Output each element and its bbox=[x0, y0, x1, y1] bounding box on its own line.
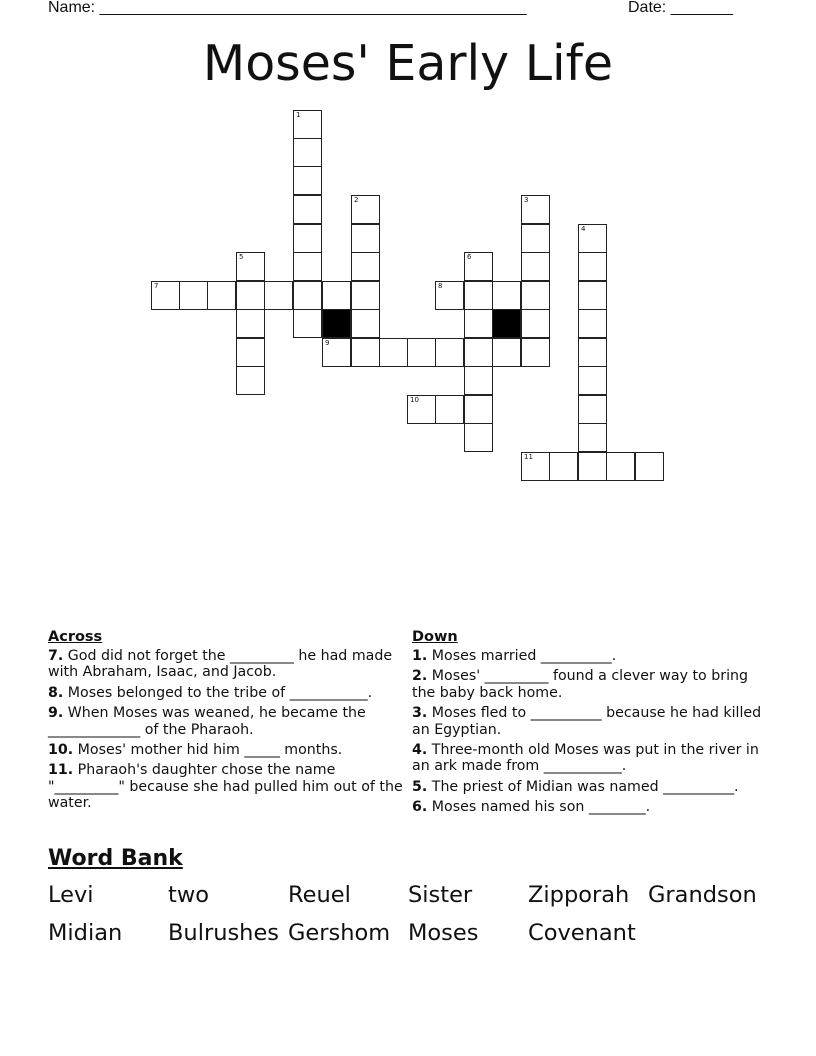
grid-cell[interactable] bbox=[578, 309, 607, 338]
clue-number-label: 2. bbox=[412, 668, 428, 685]
clue-text: Moses' mother hid him _____ months. bbox=[73, 742, 343, 759]
grid-cell[interactable] bbox=[578, 366, 607, 395]
grid-cell[interactable] bbox=[578, 252, 607, 281]
grid-cell[interactable] bbox=[236, 309, 265, 338]
down-clues bbox=[412, 628, 762, 820]
clue-number: 8 bbox=[438, 282, 443, 290]
clue-number-label: 10. bbox=[48, 742, 74, 759]
grid-cell[interactable] bbox=[521, 224, 550, 253]
page-title: Moses' Early Life bbox=[202, 35, 614, 92]
clue-number-label: 5. bbox=[412, 778, 428, 795]
clue bbox=[412, 799, 762, 815]
grid-cell[interactable] bbox=[407, 395, 436, 424]
down-clue-list bbox=[412, 648, 762, 816]
grid-cell[interactable] bbox=[464, 423, 493, 452]
grid-cell[interactable] bbox=[236, 281, 265, 310]
grid-cell[interactable] bbox=[293, 195, 322, 224]
grid-cell[interactable] bbox=[351, 224, 380, 253]
grid-cell[interactable] bbox=[351, 252, 380, 281]
word-bank-item: Sister bbox=[408, 882, 473, 908]
clue-text: Moses' _________ found a clever way to bring the baby back home. bbox=[412, 668, 749, 701]
grid-cell[interactable] bbox=[464, 395, 493, 424]
date-field-label: Date: _______ bbox=[628, 0, 733, 16]
clue bbox=[48, 685, 403, 701]
clue-number: 10 bbox=[410, 396, 419, 404]
across-clues bbox=[48, 628, 403, 816]
grid-cell[interactable] bbox=[464, 338, 493, 367]
grid-cell[interactable] bbox=[521, 281, 550, 310]
grid-cell[interactable] bbox=[351, 195, 380, 224]
name-field-label: Name: ________________________________________________ bbox=[48, 0, 527, 16]
clue-number: 6 bbox=[467, 253, 472, 261]
grid-cell[interactable] bbox=[521, 195, 550, 224]
clue-text: Moses named his son ________. bbox=[427, 799, 651, 816]
clue-number-label: 8. bbox=[48, 684, 64, 701]
clue-text: Moses fled to __________ because he had killed an Egyptian. bbox=[412, 705, 762, 738]
grid-cell[interactable] bbox=[236, 338, 265, 367]
grid-cell[interactable] bbox=[293, 281, 322, 310]
clue-number: 7 bbox=[154, 282, 159, 290]
clue-text: The priest of Midian was named __________. bbox=[427, 778, 739, 795]
grid-cell[interactable] bbox=[521, 309, 550, 338]
grid-cell[interactable] bbox=[435, 338, 464, 367]
grid-cell[interactable] bbox=[521, 338, 550, 367]
grid-cell[interactable] bbox=[293, 309, 322, 338]
word-bank-title: Word Bank bbox=[48, 846, 183, 871]
word-bank-item: Gershom bbox=[288, 920, 391, 946]
clue-number-label: 7. bbox=[48, 648, 64, 664]
clue bbox=[48, 762, 403, 811]
grid-cell[interactable] bbox=[236, 252, 265, 281]
clue-number: 2 bbox=[354, 196, 359, 204]
clue-text: When Moses was weaned, he became the _____________ of the Pharaoh. bbox=[48, 705, 366, 738]
word-bank-item: two bbox=[168, 882, 209, 908]
clue-number-label: 4. bbox=[412, 742, 428, 759]
grid-cell[interactable] bbox=[207, 281, 236, 310]
clue-text: Moses belonged to the tribe of ___________. bbox=[63, 684, 373, 701]
black-cell bbox=[492, 309, 521, 338]
grid-cell[interactable] bbox=[293, 138, 322, 167]
clue-text: Moses married __________. bbox=[427, 648, 617, 664]
grid-cell[interactable] bbox=[379, 338, 408, 367]
grid-cell[interactable] bbox=[578, 224, 607, 253]
grid-cell[interactable] bbox=[464, 281, 493, 310]
clue bbox=[412, 779, 762, 795]
across-heading: Across bbox=[48, 629, 103, 645]
word-bank-item: Reuel bbox=[288, 882, 351, 908]
word-bank-item: Midian bbox=[48, 920, 123, 946]
grid-cell[interactable] bbox=[464, 309, 493, 338]
grid-cell[interactable] bbox=[151, 281, 180, 310]
grid-cell[interactable] bbox=[521, 452, 550, 481]
grid-cell[interactable] bbox=[236, 366, 265, 395]
word-bank-item: Bulrushes bbox=[168, 920, 280, 946]
word-bank-item: Zipporah bbox=[528, 882, 630, 908]
clue-number-label: 3. bbox=[412, 705, 428, 722]
grid-cell[interactable] bbox=[293, 110, 322, 139]
clue bbox=[48, 705, 403, 738]
grid-cell[interactable] bbox=[635, 452, 664, 481]
clue-number-label: 1. bbox=[412, 648, 428, 664]
clue-number-label: 6. bbox=[412, 799, 428, 816]
grid-cell[interactable] bbox=[578, 452, 607, 481]
clue-number: 11 bbox=[524, 453, 533, 461]
grid-cell[interactable] bbox=[435, 395, 464, 424]
clue bbox=[412, 648, 762, 664]
clue-number: 4 bbox=[581, 225, 586, 233]
clue-number: 9 bbox=[325, 339, 330, 347]
grid-cell[interactable] bbox=[521, 252, 550, 281]
grid-cell[interactable] bbox=[351, 309, 380, 338]
word-bank-item: Levi bbox=[48, 882, 94, 908]
grid-cell[interactable] bbox=[264, 281, 293, 310]
clue-number: 3 bbox=[524, 196, 529, 204]
word-bank-item: Covenant bbox=[528, 920, 636, 946]
grid-cell[interactable] bbox=[464, 366, 493, 395]
grid-cell[interactable] bbox=[322, 281, 351, 310]
grid-cell[interactable] bbox=[407, 338, 436, 367]
grid-cell[interactable] bbox=[351, 338, 380, 367]
grid-cell[interactable] bbox=[322, 338, 351, 367]
clue bbox=[412, 742, 762, 775]
word-bank-item: Moses bbox=[408, 920, 479, 946]
word-bank-item: Grandson bbox=[648, 882, 757, 908]
clue bbox=[48, 742, 403, 758]
grid-cell[interactable] bbox=[435, 281, 464, 310]
grid-cell[interactable] bbox=[549, 452, 578, 481]
clue-number-label: 9. bbox=[48, 705, 64, 722]
clue bbox=[412, 705, 762, 738]
down-heading: Down bbox=[412, 629, 458, 645]
clue-text: God did not forget the _________ he had made with Abraham, Isaac, and Jacob. bbox=[48, 648, 393, 681]
clue bbox=[412, 668, 762, 701]
grid-cell[interactable] bbox=[293, 252, 322, 281]
clue-number: 1 bbox=[296, 111, 301, 119]
grid-cell[interactable] bbox=[293, 166, 322, 195]
grid-cell[interactable] bbox=[492, 281, 521, 310]
grid-cell[interactable] bbox=[578, 338, 607, 367]
clue bbox=[48, 648, 403, 681]
grid-cell[interactable] bbox=[578, 281, 607, 310]
grid-cell[interactable] bbox=[578, 395, 607, 424]
grid-cell[interactable] bbox=[606, 452, 635, 481]
clue-number-label: 11. bbox=[48, 762, 74, 779]
grid-cell[interactable] bbox=[492, 338, 521, 367]
clue-text: Pharaoh's daughter chose the name "_________" because she had pulled him out of the water. bbox=[48, 762, 403, 812]
black-cell bbox=[322, 309, 351, 338]
grid-cell[interactable] bbox=[464, 252, 493, 281]
grid-cell[interactable] bbox=[351, 281, 380, 310]
grid-cell[interactable] bbox=[293, 224, 322, 253]
across-clue-list bbox=[48, 648, 403, 812]
clue-text: Three-month old Moses was put in the river in an ark made from ___________. bbox=[412, 742, 759, 775]
grid-cell[interactable] bbox=[179, 281, 208, 310]
crossword-grid bbox=[0, 0, 816, 500]
grid-cell[interactable] bbox=[578, 423, 607, 452]
clue-number: 5 bbox=[239, 253, 244, 261]
